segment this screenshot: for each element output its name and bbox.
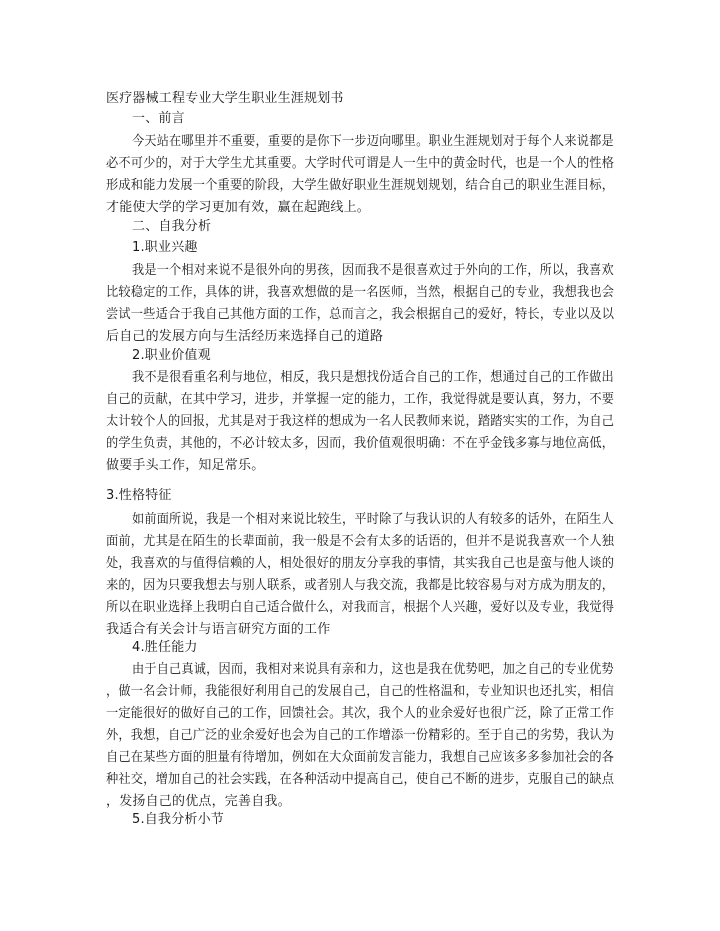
section-heading-preface: 一、前言	[132, 111, 185, 126]
paragraph-line: 后自己的发展方向与生活经历来选择自己的道路	[106, 329, 384, 344]
subheading-personality: 3.性格特征	[106, 488, 172, 503]
paragraph-line: 一定能很好的做好自己的工作，回馈社会。其次，我个人的业余爱好也很广泛，除了正常工作	[106, 706, 615, 721]
subheading-career-values: 2.职业价值观	[132, 348, 211, 363]
paragraph-line: 我适合有关会计与语言研究方面的工作	[106, 622, 331, 637]
subheading-self-analysis-summary: 5.自我分析小节	[132, 812, 225, 827]
paragraph-line: 今天站在哪里并不重要，重要的是你下一步迈向哪里。职业生涯规划对于每个人来说都是	[132, 134, 614, 149]
paragraph-line: 形成和能力发展一个重要的阶段，大学生做好职业生涯规划规划，结合自己的职业生涯目标，	[106, 178, 615, 193]
paragraph-line: 由于自己真诚，因而，我相对来说具有亲和力，这也是我在优势吧，加之自己的专业优势	[132, 662, 614, 677]
paragraph-line: 来的，因为只要我想去与别人联系，或者别人与我交流，我都是比较容易与对方成为朋友的，	[106, 578, 615, 593]
paragraph-line: 所以在职业选择上我明白自己适合做什么，对我而言，根据个人兴趣，爱好以及专业，我觉得	[106, 600, 615, 615]
paragraph-line: 尝试一些适合于我自己其他方面的工作，总而言之，我会根据自己的爱好，特长，专业以及以	[106, 307, 615, 322]
paragraph-line: 种社交，增加自己的社会实践，在各种活动中提高自己，使自己不断的进步，克服自己的缺点	[106, 772, 615, 787]
paragraph-line: 外，我想，自己广泛的业余爱好也会为自己的工作增添一份精彩的。至于自己的劣势，我认为	[106, 728, 615, 743]
paragraph-line: 我是一个相对来说不是很外向的男孩，因而我不是很喜欢过于外向的工作，所以，我喜欢	[132, 263, 614, 278]
paragraph-line: ，发扬自己的优点，完善自我。	[106, 794, 291, 809]
paragraph-line: 做要手头工作，知足常乐。	[106, 458, 265, 473]
section-heading-self-analysis: 二、自我分析	[132, 219, 212, 234]
paragraph-line: 自己在某些方面的胆量有待增加，例如在大众面前发言能力，我想自己应该多多参加社会的各	[106, 750, 615, 765]
paragraph-line: 的学生负责，其他的，不必计较太多，因而，我价值观很明确：不在乎金钱多寡与地位高低，	[106, 436, 615, 451]
subheading-competence: 4.胜任能力	[132, 640, 198, 655]
document-title: 医疗器械工程专业大学生职业生涯规划书	[106, 91, 344, 106]
paragraph-line: 我不是很看重名利与地位，相反，我只是想找份适合自己的工作，想通过自己的工作做出	[132, 370, 614, 385]
paragraph-line: 太计较个人的回报，尤其是对于我这样的想成为一名人民教师来说，踏踏实实的工作，为自己	[106, 414, 615, 429]
paragraph-line: 面前，尤其是在陌生的长辈面前，我一般是不会有太多的话语的，但并不是说我喜欢一个人独	[106, 534, 615, 549]
paragraph-line: 比较稳定的工作，具体的讲，我喜欢想做的是一名医师，当然，根据自己的专业，我想我也会	[106, 285, 615, 300]
paragraph-line: 处，我喜欢的与值得信赖的人，相处很好的朋友分享我的事情，其实我自己也是蛮与他人谈的	[106, 556, 615, 571]
paragraph-line: 如前面所说，我是一个相对来说比较生，平时除了与我认识的人有较多的话外，在陌生人	[132, 512, 614, 527]
paragraph-line: 自己的贡献，在其中学习，进步，并掌握一定的能力，工作，我觉得就是要认真，努力，不要	[106, 392, 615, 407]
paragraph-line: 才能使大学的学习更加有效，赢在起跑线上。	[106, 200, 371, 215]
paragraph-line: 必不可少的，对于大学生尤其重要。大学时代可谓是人一生中的黄金时代，也是一个人的性格	[106, 156, 615, 171]
subheading-career-interest: 1.职业兴趣	[132, 240, 198, 255]
paragraph-line: ，做一名会计师，我能很好利用自己的发展自己，自己的性格温和，专业知识也还扎实，相信	[106, 684, 615, 699]
